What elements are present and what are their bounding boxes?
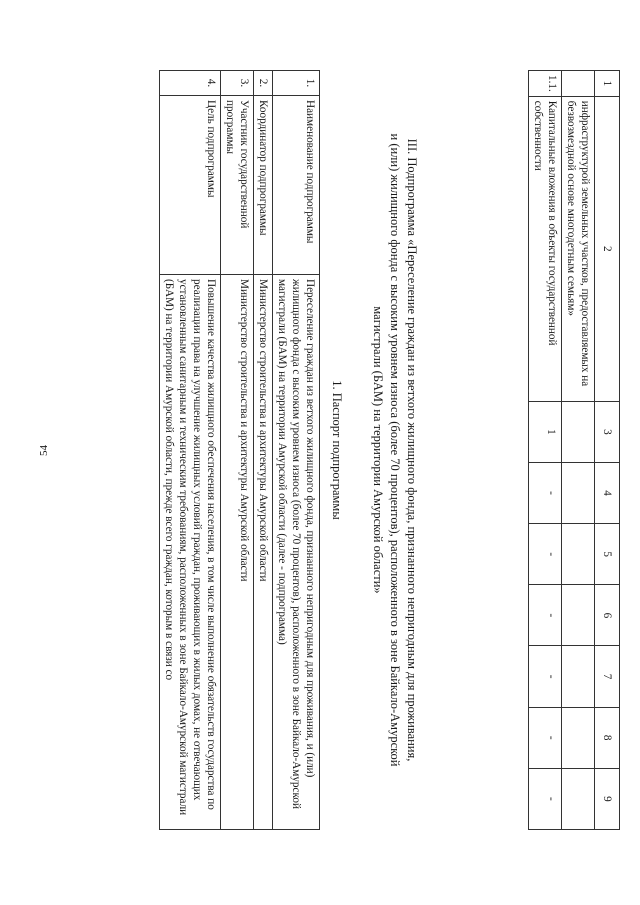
value-cell [562, 646, 595, 707]
table-row [529, 71, 562, 830]
page-number: 54 [38, 445, 50, 456]
header-cell: 5 [595, 524, 620, 585]
passport-row [221, 71, 254, 830]
passport-value: Министерство строительства и архитектуры Амурской области [221, 275, 254, 830]
header-cell: 1 [595, 71, 620, 97]
passport-row [160, 71, 221, 830]
passport-label: Участник государственной программы [221, 96, 254, 275]
passport-row [254, 71, 273, 830]
value-cell: - [529, 768, 562, 829]
header-cell: 7 [595, 646, 620, 707]
passport-label: Координатор подпрограммы [254, 96, 273, 275]
table-header-row [595, 71, 620, 830]
header-cell: 9 [595, 768, 620, 829]
value-cell: - [529, 585, 562, 646]
subprogram-heading [369, 70, 420, 830]
heading-line: III. Подпрограмма «Переселение граждан из ветхого жилищного фонда, признанного непригодным для проживания, [405, 138, 419, 762]
passport-label: Цель подпрограммы [160, 96, 221, 275]
value-cell [562, 401, 595, 462]
value-cell: 1 [529, 401, 562, 462]
value-cell [562, 768, 595, 829]
value-cell: - [529, 707, 562, 768]
passport-label: Наименование подпрограммы [273, 96, 320, 275]
passport-table [159, 70, 320, 830]
value-cell [562, 585, 595, 646]
passport-title: 1. Паспорт подпрограммы [330, 380, 344, 520]
row-number: 3. [221, 71, 254, 96]
value-cell [562, 524, 595, 585]
passport-row [273, 71, 320, 830]
value-cell [562, 707, 595, 768]
passport-value: Повышение качества жилищного обеспечения населения, в том числе выполнение обязательств государства по реализации права на улучшение жилищных условий граждан, проживающих в жилых домах, не отвечающих установленным санитарным и техническим требованиям, расположенных в зоне Байкало-Амурской магистрали (БАМ) на территории Амурской области, прежде всего граждан, которым в связи со [160, 275, 221, 830]
row-number [562, 71, 595, 97]
table-row [562, 71, 595, 830]
value-cell: - [529, 524, 562, 585]
header-cell: 6 [595, 585, 620, 646]
funding-table [528, 70, 620, 830]
header-cell: 4 [595, 462, 620, 523]
value-cell [562, 462, 595, 523]
row-text: Капитальные вложения в объекты государственной собственности [529, 96, 562, 401]
header-cell: 2 [595, 96, 620, 401]
passport-value: Министерство строительства и архитектуры Амурской области [254, 275, 273, 830]
row-number: 2. [254, 71, 273, 96]
row-number: 1. [273, 71, 320, 96]
header-cell: 3 [595, 401, 620, 462]
row-number: 1.1. [529, 71, 562, 97]
header-cell: 8 [595, 707, 620, 768]
passport-value: Переселение граждан из ветхого жилищного фонда, признанного непригодным для проживания, и (или) жилищного фонда с высоким уровнем износа (более 70 процентов), расположенного в зоне Байкало-Амурской магистрали (БАМ) на территории Амурской области (далее - подпрограмма) [273, 275, 320, 830]
heading-line: и (или) жилищного фонда с высоким уровнем износа (более 70 процентов), расположенного в зоне Байкало-Амурской [388, 133, 403, 767]
row-number: 4. [160, 71, 221, 96]
row-text: инфраструктурой земельных участков, предоставляемых на безвозмездной основе многодетным семьям» [562, 96, 595, 401]
heading-line: магистрали (БАМ) на территории Амурской области» [371, 306, 386, 594]
value-cell: - [529, 646, 562, 707]
value-cell: - [529, 462, 562, 523]
